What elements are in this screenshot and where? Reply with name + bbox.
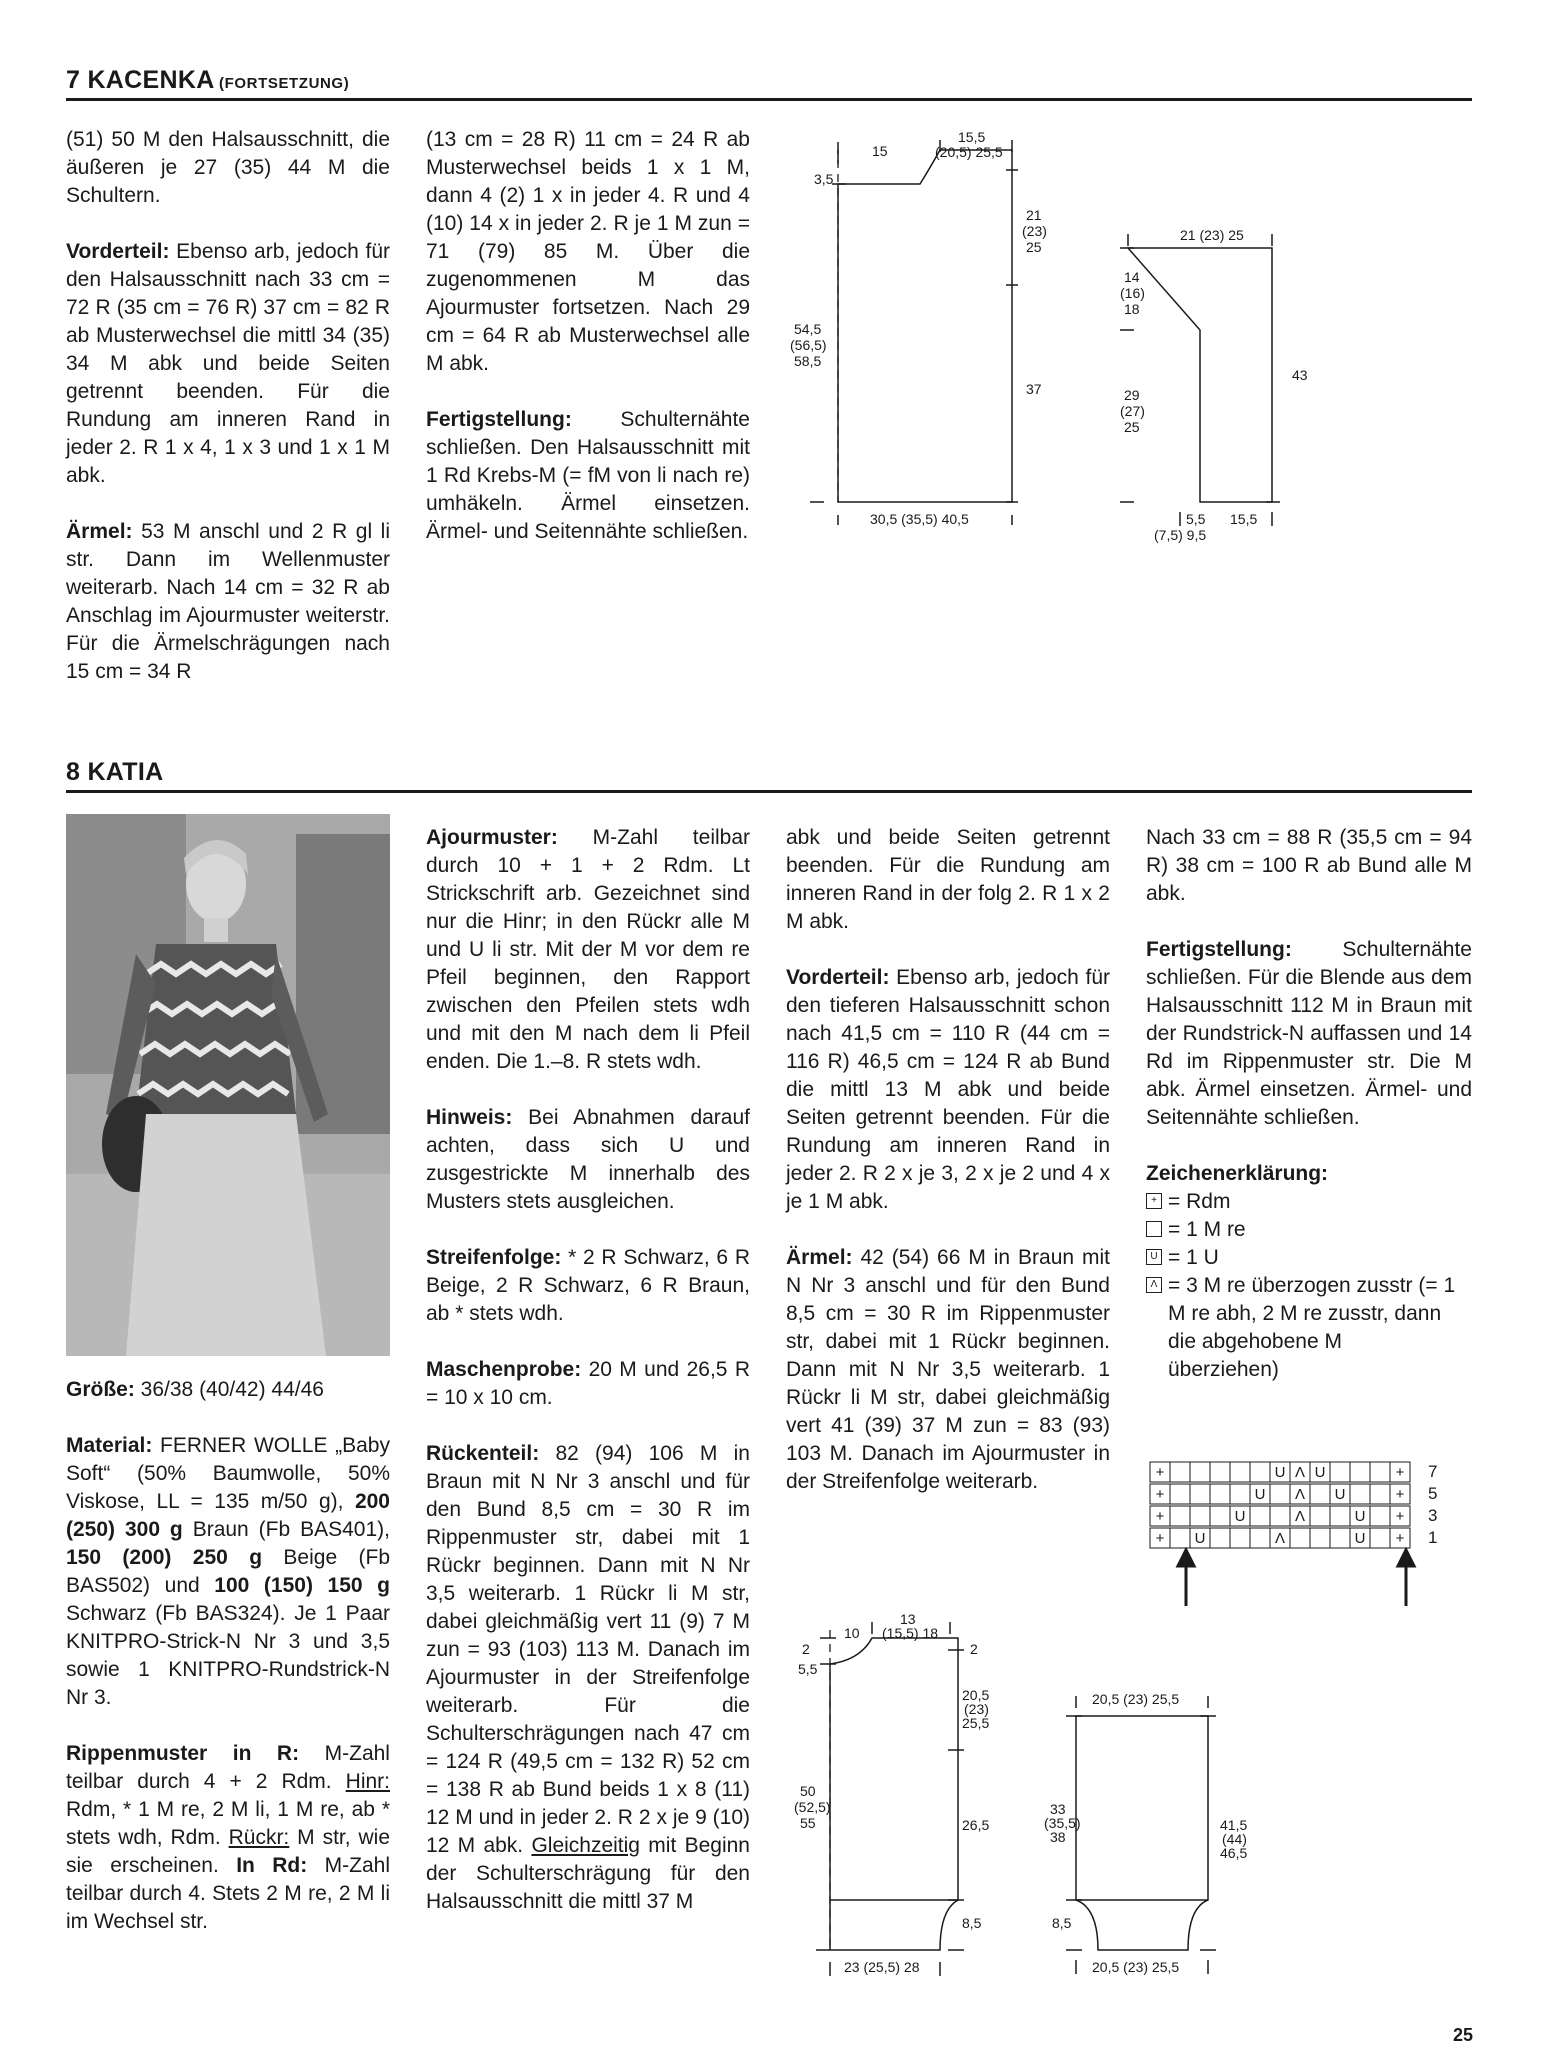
s8-body-right-upper-a: 20,5 xyxy=(962,1687,990,1703)
s8-c4-paragraph: Nach 33 cm = 88 R (35,5 cm = 94 R) 38 cm = 100 R ab Bund alle M abk. xyxy=(1146,826,1472,905)
chart-yarnover-symbol: U xyxy=(1274,1464,1286,1481)
s8-sleeve-bottom: 20,5 (23) 25,5 xyxy=(1092,1959,1180,1975)
s8-body-right-upper-c: 25,5 xyxy=(962,1715,990,1731)
s8-sleeve-left-a: 33 xyxy=(1050,1801,1066,1817)
chart-cell xyxy=(1350,1484,1370,1504)
s7-sleeve-bottom-right: 15,5 xyxy=(1230,511,1258,527)
chart-cell xyxy=(1170,1506,1190,1526)
s7-body-top-left: 15 xyxy=(872,143,888,159)
s7-vorderteil: Vorderteil: Ebenso arb, jedoch für den Halsausschnitt nach 33 cm = 72 R (35 cm = 76 R) 37 cm = 82 R ab Musterwechsel die mittl 34 (35) 34 M abk und beide Seiten getrennt beenden. Für die Rundung am inneren Rand in jeder 2. R 1 x 4, 1 x 3 und 1 x 1 M abk. xyxy=(66,240,390,487)
s7-sleeve-left-upper-c: 18 xyxy=(1124,301,1140,317)
chart-yarnover-symbol: U xyxy=(1314,1464,1326,1481)
s8-knitting-chart xyxy=(1140,1456,1460,1616)
chart-decrease-symbol: Λ xyxy=(1294,1486,1306,1503)
s8-body-right-2: 2 xyxy=(970,1641,978,1657)
chart-cell xyxy=(1350,1462,1370,1482)
chart-cell xyxy=(1230,1528,1250,1548)
s7-body-top-right-a: 15,5 xyxy=(958,129,986,145)
s8-body-left-2: 2 xyxy=(802,1641,810,1657)
s8-sleeve-top: 20,5 (23) 25,5 xyxy=(1092,1691,1180,1707)
s8-sleeve-schematic xyxy=(1040,1680,1270,1980)
s8-body-left-b: (52,5) xyxy=(794,1799,831,1815)
legend-title: Zeichenerklärung: xyxy=(1146,1162,1329,1185)
s8-body-left-55: 5,5 xyxy=(798,1661,818,1677)
model-photo xyxy=(66,814,390,1356)
s8-streifenfolge: Streifenfolge: * 2 R Schwarz, 6 R Beige, 2 R Schwarz, 6 R Braun, ab * stets wdh. xyxy=(426,1246,750,1325)
chart-edge-symbol: + xyxy=(1155,1464,1165,1481)
section-8-title: 8 KATIA xyxy=(66,758,164,786)
s7-body-right-lower: 37 xyxy=(1026,381,1042,397)
s7-sleeve-bottom-left-b: (7,5) 9,5 xyxy=(1154,527,1207,543)
s8-legend xyxy=(1146,1160,1472,1384)
s8-c3-paragraph: abk und beide Seiten getrennt beenden. Für die Rundung am inneren Rand in der folg 2. R 1 x 2 M abk. xyxy=(786,826,1110,933)
chart-cell xyxy=(1330,1462,1350,1482)
s7-sleeve-left-upper-a: 14 xyxy=(1124,269,1140,285)
legend-row-u: U = 1 U xyxy=(1146,1244,1472,1272)
chart-cell xyxy=(1370,1484,1390,1504)
section-7-title: 7 KACENKA xyxy=(66,66,215,94)
section-7-subtitle: (FORTSETZUNG) xyxy=(219,75,350,92)
chart-yarnover-symbol: U xyxy=(1334,1486,1346,1503)
legend-row-zusstr: Λ = 3 M re überzogen zusstr (= 1 M re abh, 2 M re zusstr, dann die abgehobene M überziehen) xyxy=(1146,1272,1472,1384)
s8-sleeve-left-lower: 8,5 xyxy=(1052,1915,1072,1931)
chart-cell xyxy=(1270,1506,1290,1526)
s8-rippenmuster: Rippenmuster in R: M-Zahl teilbar durch 4 + 2 Rdm. Hinr: Rdm, * 1 M re, 2 M li, 1 M re, ab * stets wdh, Rdm. Rückr: M str, wie sie erscheinen. In Rd: M-Zahl teilbar durch 4. Stets 2 M re, 2 M li im Wechsel str. xyxy=(66,1742,390,1933)
double-decrease-icon: Λ xyxy=(1146,1277,1162,1293)
s7-sleeve-right-total: 43 xyxy=(1292,367,1308,383)
s8-rueckenteil: Rückenteil: 82 (94) 106 M in Braun mit N Nr 3 anschl und für den Bund 8,5 cm = 30 R im Rippenmuster str, dabei mit 1 Rückr beginnen. Dann mit N Nr 3,5 weiterarb. 1 Rückr li M str, dabei gleichmäßig vert 11 (9) 7 M zun = 93 (103) 113 M. Danach im Ajourmuster in der Streifenfolge weiterarb. Für die Schulterschrägungen nach 47 cm = 124 R (49,5 cm = 132 R) 52 cm = 138 R ab Bund beids 1 x 8 (11) 12 M und in jeder 2. R 2 x je 9 (10) 12 M abk. Gleichzeitig mit Beginn der Schulterschrägung für den Halsausschnitt die mittl 37 M xyxy=(426,1442,750,1913)
s8-sleeve-right-c: 46,5 xyxy=(1220,1845,1248,1861)
s8-maschenprobe: Maschenprobe: 20 M und 26,5 R = 10 x 10 cm. xyxy=(426,1358,750,1409)
chart-row-label-1: 1 xyxy=(1428,1528,1438,1547)
s8-body-right-upper-b: (23) xyxy=(964,1701,989,1717)
chart-cell xyxy=(1250,1528,1270,1548)
s7-body-left-a: 54,5 xyxy=(794,321,822,337)
s7-body-left-c: 58,5 xyxy=(794,353,822,369)
chart-cell xyxy=(1190,1462,1210,1482)
chart-cell xyxy=(1270,1484,1290,1504)
chart-cell xyxy=(1250,1506,1270,1526)
chart-cell xyxy=(1210,1484,1230,1504)
woman-model-photo-icon xyxy=(66,814,390,1356)
s7-column-1 xyxy=(66,126,390,686)
chart-cell xyxy=(1310,1506,1330,1526)
s8-body-left-c: 55 xyxy=(800,1815,816,1831)
chart-yarnover-symbol: U xyxy=(1354,1530,1366,1547)
s7-body-left-b: (56,5) xyxy=(790,337,827,353)
chart-row-label-5: 5 xyxy=(1428,1484,1438,1503)
chart-cell xyxy=(1210,1506,1230,1526)
chart-cell xyxy=(1190,1506,1210,1526)
s8-groesse: Größe: 36/38 (40/42) 44/46 xyxy=(66,1378,324,1401)
chart-cell xyxy=(1230,1484,1250,1504)
chart-cell xyxy=(1210,1462,1230,1482)
chart-yarnover-symbol: U xyxy=(1254,1486,1266,1503)
s7-sleeve-bottom-left-a: 5,5 xyxy=(1186,511,1206,527)
yarn-over-icon: U xyxy=(1146,1249,1162,1265)
s7-sleeve-schematic xyxy=(1100,210,1330,560)
s8-body-bottom: 23 (25,5) 28 xyxy=(844,1959,920,1975)
s7-sleeve-left-lower-c: 25 xyxy=(1124,419,1140,435)
s7-body-right-upper-c: 25 xyxy=(1026,239,1042,255)
section-8-header xyxy=(66,758,1472,793)
chart-cell xyxy=(1290,1528,1310,1548)
chart-cell xyxy=(1330,1528,1350,1548)
chart-cell xyxy=(1370,1506,1390,1526)
chart-cell xyxy=(1210,1528,1230,1548)
chart-edge-symbol: + xyxy=(1395,1530,1405,1547)
chart-cell xyxy=(1370,1528,1390,1548)
s8-column-3 xyxy=(786,824,1110,1496)
chart-yarnover-symbol: U xyxy=(1234,1508,1246,1525)
chart-yarnover-symbol: U xyxy=(1194,1530,1206,1547)
page-number: 25 xyxy=(1452,2025,1473,2045)
chart-edge-symbol: + xyxy=(1395,1486,1405,1503)
legend-row-rdm: + = Rdm xyxy=(1146,1188,1472,1216)
s7-body-right-upper-b: (23) xyxy=(1022,223,1047,239)
chart-edge-symbol: + xyxy=(1155,1486,1165,1503)
chart-arrow-right-head xyxy=(1178,1550,1194,1566)
s8-material: Material: FERNER WOLLE „Baby Soft“ (50% Baumwolle, 50% Viskose, LL = 135 m/50 g), 200 (250) 300 g Braun (Fb BAS401), 150 (200) 250 g Beige (Fb BAS502) und 100 (150) 150 g Schwarz (Fb BAS324). Je 1 Paar KNITPRO-Strick-N Nr 3 und 3,5 sowie 1 KNITPRO-Rundstrick-N Nr 3. xyxy=(66,1434,390,1709)
chart-decrease-symbol: Λ xyxy=(1274,1530,1286,1547)
s8-hinweis: Hinweis: Bei Abnahmen darauf achten, dass sich U und zusgestrickte M innerhalb des Musters stets ausgleichen. xyxy=(426,1106,750,1213)
chart-cell xyxy=(1170,1484,1190,1504)
chart-row-label-3: 3 xyxy=(1428,1506,1438,1525)
s7-fertigstellung: Fertigstellung: Schulternähte schließen. Den Halsausschnitt mit 1 Rd Krebs-M (= fM von li nach re) umhäkeln. Ärmel einsetzen. Ärmel- und Seitennähte schließen. xyxy=(426,408,750,543)
s8-body-top-right-b: (15,5) 18 xyxy=(882,1625,939,1641)
s8-body-right-lower: 8,5 xyxy=(962,1915,982,1931)
chart-yarnover-symbol: U xyxy=(1354,1508,1366,1525)
legend-row-re: = 1 M re xyxy=(1146,1216,1472,1244)
s8-sleeve-left-b: (35,5) xyxy=(1044,1815,1081,1831)
chart-cell xyxy=(1170,1528,1190,1548)
s8-body-top-left: 10 xyxy=(844,1625,860,1641)
chart-decrease-symbol: Λ xyxy=(1294,1508,1306,1525)
s8-column-2 xyxy=(426,824,750,1916)
chart-cell xyxy=(1250,1462,1270,1482)
chart-arrow-left-head xyxy=(1398,1550,1414,1566)
chart-cell xyxy=(1230,1462,1250,1482)
s7-c1-paragraph: (51) 50 M den Halsausschnitt, die äußeren je 27 (35) 44 M die Schultern. xyxy=(66,128,390,207)
chart-cell xyxy=(1310,1528,1330,1548)
s8-body-top-right-a: 13 xyxy=(900,1611,916,1627)
s8-aermel: Ärmel: 42 (54) 66 M in Braun mit N Nr 3 anschl und für den Bund 8,5 cm = 30 R im Rippenmuster str, dabei mit 1 Rückr beginnen. Dann mit N Nr 3,5 weiterarb. 1 Rückr li M str, dabei gleichmäßig vert 41 (39) 37 M zun = 83 (93) 103 M. Danach im Ajourmuster in der Streifenfolge weiterarb. xyxy=(786,1246,1110,1493)
s8-body-left-a: 50 xyxy=(800,1783,816,1799)
s8-fertigstellung: Fertigstellung: Schulternähte schließen. Für die Blende aus dem Halsausschnitt 112 M in Braun mit der Rundstrick-N auffassen und 14 Rd im Rippenmuster str. Die M abk. Ärmel einsetzen. Ärmel- und Seitennähte schließen. xyxy=(1146,938,1472,1129)
s7-body-bottom: 30,5 (35,5) 40,5 xyxy=(870,511,969,527)
s8-body-schematic xyxy=(780,1610,1020,1980)
chart-cell xyxy=(1310,1484,1330,1504)
chart-edge-symbol: + xyxy=(1155,1530,1165,1547)
chart-cell xyxy=(1330,1506,1350,1526)
s7-sleeve-top: 21 (23) 25 xyxy=(1180,227,1244,243)
s8-sleeve-left-c: 38 xyxy=(1050,1829,1066,1845)
chart-cell xyxy=(1190,1484,1210,1504)
chart-decrease-symbol: Λ xyxy=(1294,1464,1306,1481)
section-7-header xyxy=(66,66,1472,101)
s8-sleeve-right-a: 41,5 xyxy=(1220,1817,1248,1833)
chart-cell xyxy=(1170,1462,1190,1482)
s7-body-neck: 3,5 xyxy=(814,171,834,187)
s8-column-1 xyxy=(66,1376,390,1936)
s8-body-right-mid: 26,5 xyxy=(962,1817,990,1833)
chart-row-label-7: 7 xyxy=(1428,1462,1438,1481)
edge-stitch-icon: + xyxy=(1146,1193,1162,1209)
s7-aermel: Ärmel: 53 M anschl und 2 R gl li str. Dann im Wellenmuster weiterarb. Nach 14 cm = 32 R ab Anschlag im Ajourmuster weiterstr. Für die Ärmelschrägungen nach 15 cm = 34 R xyxy=(66,520,390,683)
s8-column-4 xyxy=(1146,824,1472,1384)
s8-sleeve-right-b: (44) xyxy=(1222,1831,1247,1847)
s7-sleeve-left-upper-b: (16) xyxy=(1120,285,1145,301)
s7-sleeve-left-lower-b: (27) xyxy=(1120,403,1145,419)
chart-edge-symbol: + xyxy=(1395,1508,1405,1525)
s7-sleeve-left-lower-a: 29 xyxy=(1124,387,1140,403)
s7-column-2 xyxy=(426,126,750,546)
s7-body-top-right-b: (20,5) 25,5 xyxy=(935,144,1003,160)
chart-cell xyxy=(1370,1462,1390,1482)
s8-ajourmuster: Ajourmuster: M-Zahl teilbar durch 10 + 1 + 2 Rdm. Lt Strickschrift arb. Gezeichnet sind nur die Hinr; in den Rückr alle M und U li str. Mit der M vor dem re Pfeil beginnen, den Rapport zwischen den Pfeilen stets wdh und mit den M nach dem li Pfeil enden. Die 1.–8. R stets wdh. xyxy=(426,826,750,1073)
s7-c2-paragraph: (13 cm = 28 R) 11 cm = 24 R ab Musterwechsel beids 1 x 1 M, dann 4 (2) 1 x in jeder 4. R und 4 (10) 14 x in jeder 2. R je 1 M zun = 71 (79) 85 M. Über die zugenommenen M das Ajourmuster fortsetzen. Nach 29 cm = 64 R ab Musterwechsel alle M abk. xyxy=(426,128,750,375)
chart-edge-symbol: + xyxy=(1155,1508,1165,1525)
s7-body-schematic xyxy=(780,120,1050,540)
chart-edge-symbol: + xyxy=(1395,1464,1405,1481)
s8-vorderteil: Vorderteil: Ebenso arb, jedoch für den tieferen Halsausschnitt schon nach 41,5 cm = 110 R (44 cm = 116 R) 46,5 cm = 124 R ab Bund die mittl 13 M abk und beide Seiten getrennt beenden. Für die Rundung am inneren Rand in jeder 2. R 2 x je 3, 2 x je 2 und 4 x je 1 M abk. xyxy=(786,966,1110,1213)
knit-stitch-icon xyxy=(1146,1221,1162,1237)
s7-body-right-upper-a: 21 xyxy=(1026,207,1042,223)
